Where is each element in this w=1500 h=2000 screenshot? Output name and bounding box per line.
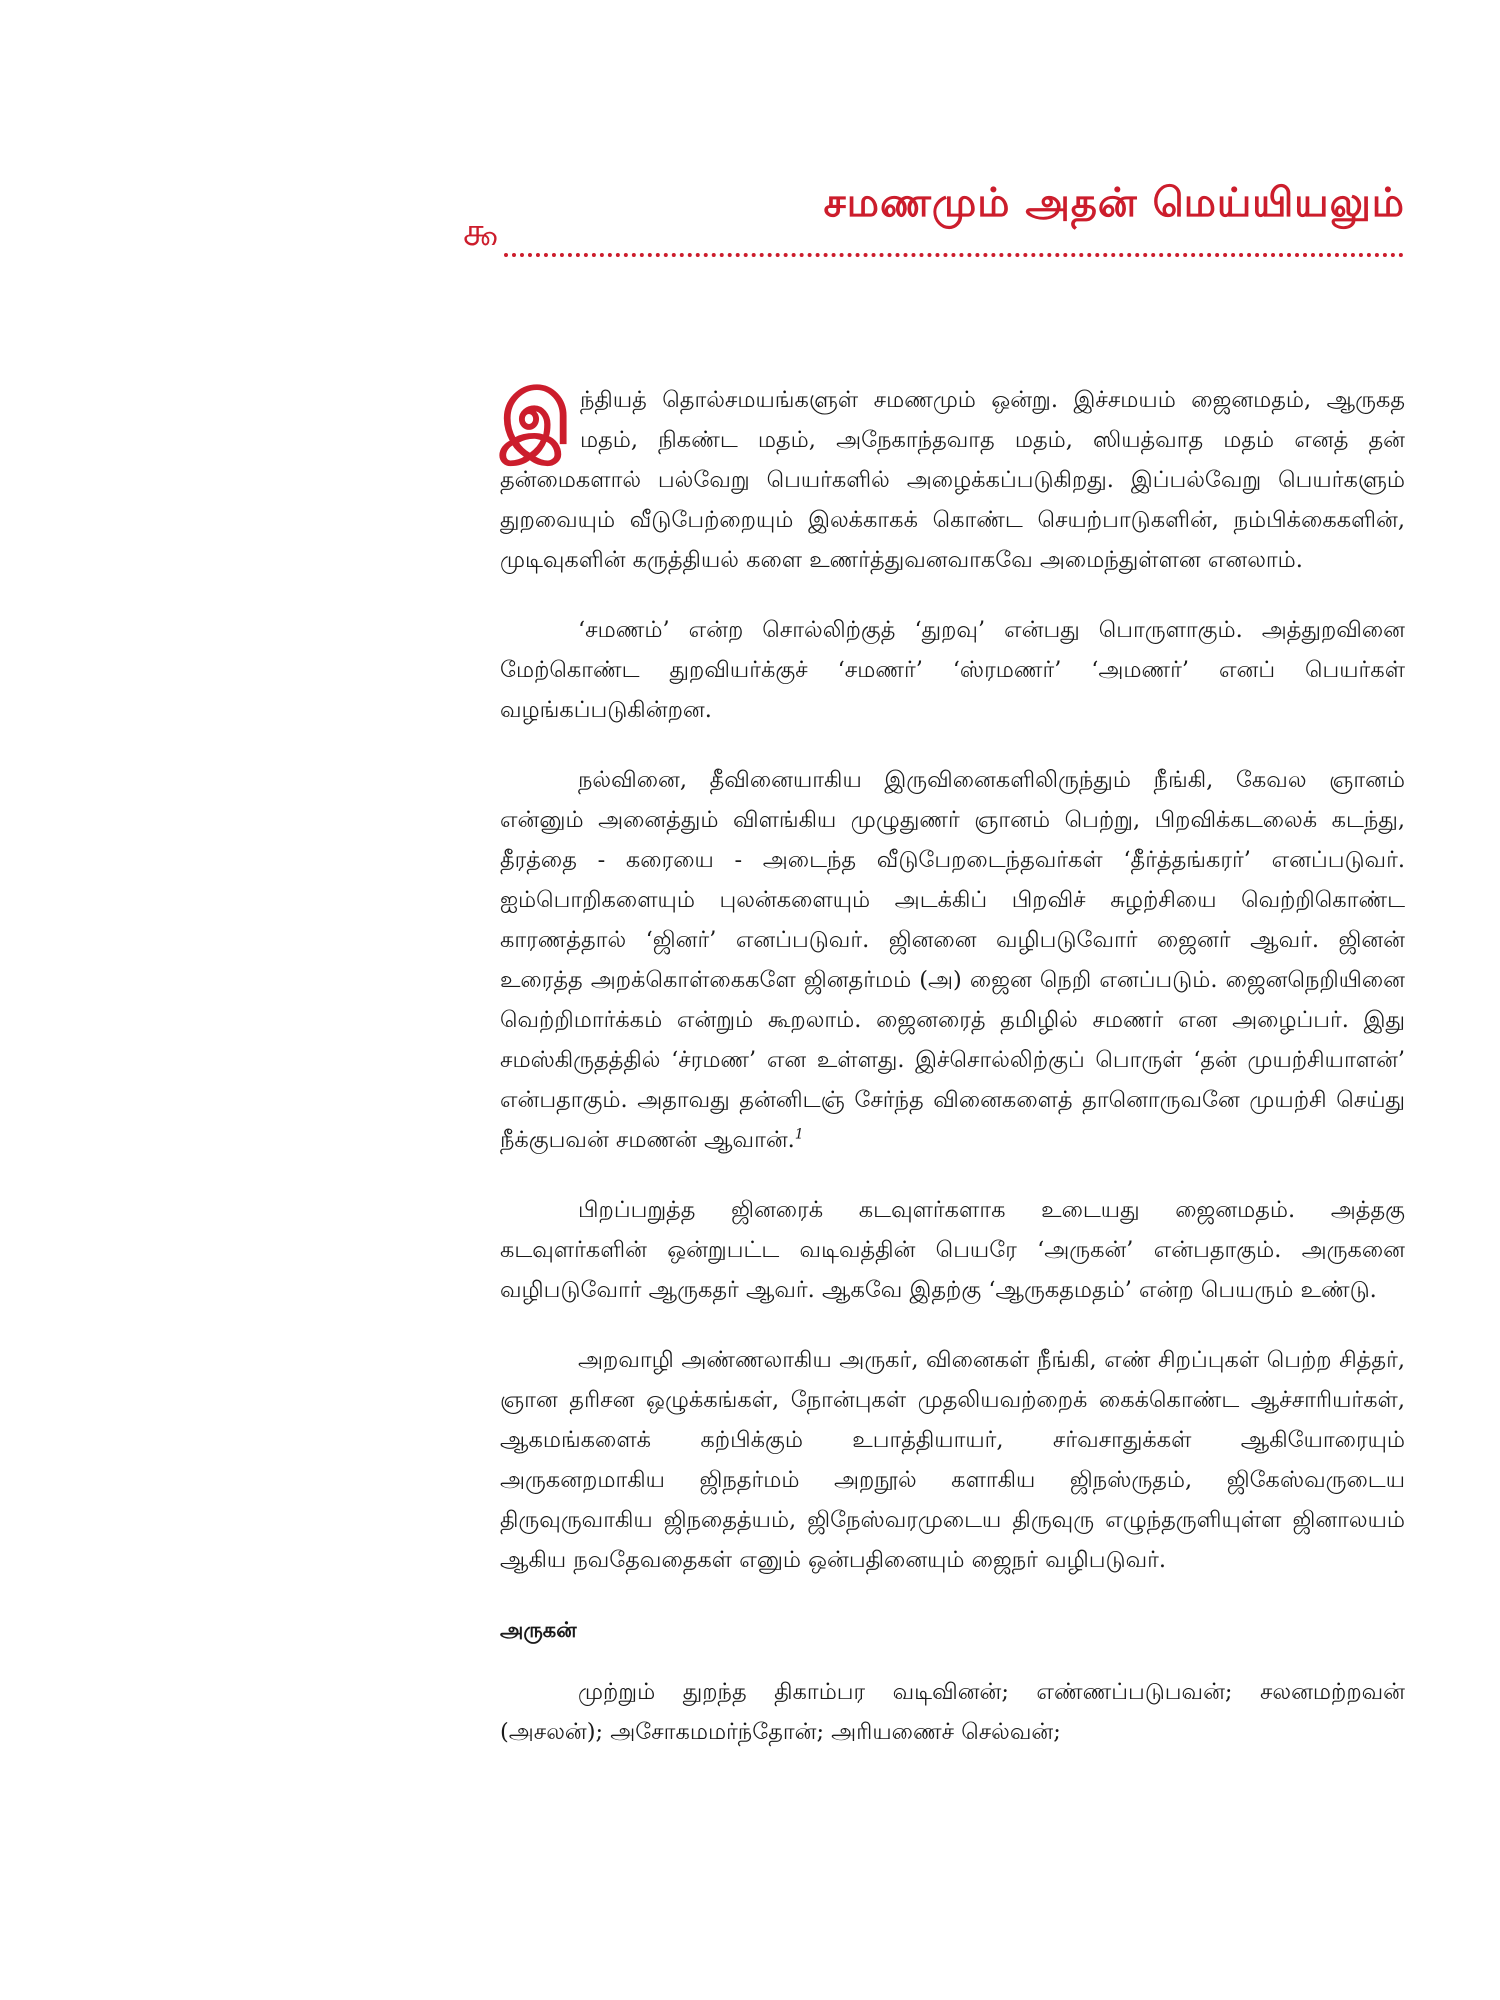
body-text bbox=[500, 375, 1405, 1782]
paragraph-3 bbox=[500, 760, 1405, 1160]
drop-cap: இ bbox=[500, 375, 572, 461]
paragraph-6: முற்றும் துறந்த திகாம்பர வடிவினன்; எண்ணப்படுபவன்; சலனமற்றவன் (அசலன்); அசோகமமர்ந்தோன்; அரியணைச் செல்வன்; bbox=[500, 1679, 1405, 1745]
dotted-divider bbox=[504, 253, 1404, 257]
chapter-ornament: ௯ bbox=[462, 209, 499, 255]
paragraph-5: அறவாழி அண்ணலாகிய அருகர், வினைகள் நீங்கி, எண் சிறப்புகள் பெற்ற சித்தர், ஞான தரிசன ஒழுக்கங்கள், நோன்புகள் முதலியவற்றைக் கைக்கொண்ட ஆச்சாரியர்கள், ஆகமங்களைக் கற்பிக்கும் உபாத்தியாயர், சர்வசாதுக்கள் ஆகியோரையும் அருகனறமாகிய ஜிநதர்மம் அறநூல் களாகிய ஜிநஸ்ருதம், ஜிகேஸ்வருடைய திருவுருவாகிய ஜிநதைத்யம், ஜிநேஸ்வரமுடைய திருவுரு எழுந்தருளியுள்ள ஜினாலயம் ஆகிய நவதேவதைகள் எனும் ஒன்பதினையும் ஜைநர் வழிபடுவர். bbox=[500, 1347, 1405, 1573]
paragraph-2: ‘சமணம்’ என்ற சொல்லிற்குத் ‘துறவு’ என்பது பொருளாகும். அத்துறவினை மேற்கொண்ட துறவியர்க்குச் ‘சமணர்’ ‘ஸ்ரமணர்’ ‘அமணர்’ எனப் பெயர்கள் வழங்கப்படுகின்றன. bbox=[500, 617, 1405, 723]
section-heading: அருகன் bbox=[500, 1618, 577, 1642]
paragraph-3-text: நல்வினை, தீவினையாகிய இருவினைகளிலிருந்தும் நீங்கி, கேவல ஞானம் என்னும் அனைத்தும் விளங்கிய முழுதுணர் ஞானம் பெற்று, பிறவிக்கடலைக் கடந்து, தீரத்தை - கரையை - அடைந்த வீடுபேறடைந்தவர்கள் ‘தீர்த்தங்கரர்’ எனப்படுவர். ஐம்பொறிகளையும் புலன்களையும் அடக்கிப் பிறவிச் சுழற்சியை வெற்றிகொண்ட காரணத்தால் ‘ஜினர்’ எனப்படுவர். ஜினனை வழிபடுவோர் ஜைனர் ஆவர். ஜினன் உரைத்த அறக்கொள்கைகளே ஜினதர்மம் (அ) ஜைன நெறி எனப்படும். ஜைனநெறியினை வெற்றிமார்க்கம் என்றும் கூறலாம். ஜைனரைத் தமிழில் சமணர் என அழைப்பர். இது சமஸ்கிருதத்தில் ‘ச்ரமண’ என உள்ளது. இச்சொல்லிற்குப் பொருள் ‘தன் முயற்சியாளன்’ என்பதாகும். அதாவது தன்னிடஞ் சேர்ந்த வினைகளைத் தானொருவனே முயற்சி செய்து நீக்குபவன் சமணன் ஆவான். bbox=[500, 767, 1405, 1153]
chapter-title: சமணமும் அதன் மெய்யியலும் bbox=[823, 180, 1405, 226]
paragraph-4: பிறப்பறுத்த ஜினரைக் கடவுளர்களாக உடையது ஜைனமதம். அத்தகு கடவுளர்களின் ஒன்றுபட்ட வடிவத்தின் பெயரே ‘அருகன்’ என்பதாகும். அருகனை வழிபடுவோர் ஆருகதர் ஆவர். ஆகவே இதற்கு ‘ஆருகதமதம்’ என்ற பெயரும் உண்டு. bbox=[500, 1197, 1405, 1303]
paragraph-1-text: ந்தியத் தொல்சமயங்களுள் சமணமும் ஒன்று. இச்சமயம் ஜைனமதம், ஆருகத மதம், நிகண்ட மதம், அநேகாந்தவாத மதம், ஸியத்வாத மதம் எனத் தன் தன்மைகளால் பல்வேறு பெயர்களில் அழைக்கப்படுகிறது. இப்பல்வேறு பெயர்களும் துறவையும் வீடுபேற்றையும் இலக்காகக் கொண்ட செயற்பாடுகளின், நம்பிக்கைகளின், முடிவுகளின் கருத்தியல் களை உணர்த்துவனவாகவே அமைந்துள்ளன எனலாம். bbox=[500, 387, 1405, 573]
footnote-marker: 1 bbox=[794, 1126, 804, 1143]
paragraph-1 bbox=[500, 375, 1405, 580]
